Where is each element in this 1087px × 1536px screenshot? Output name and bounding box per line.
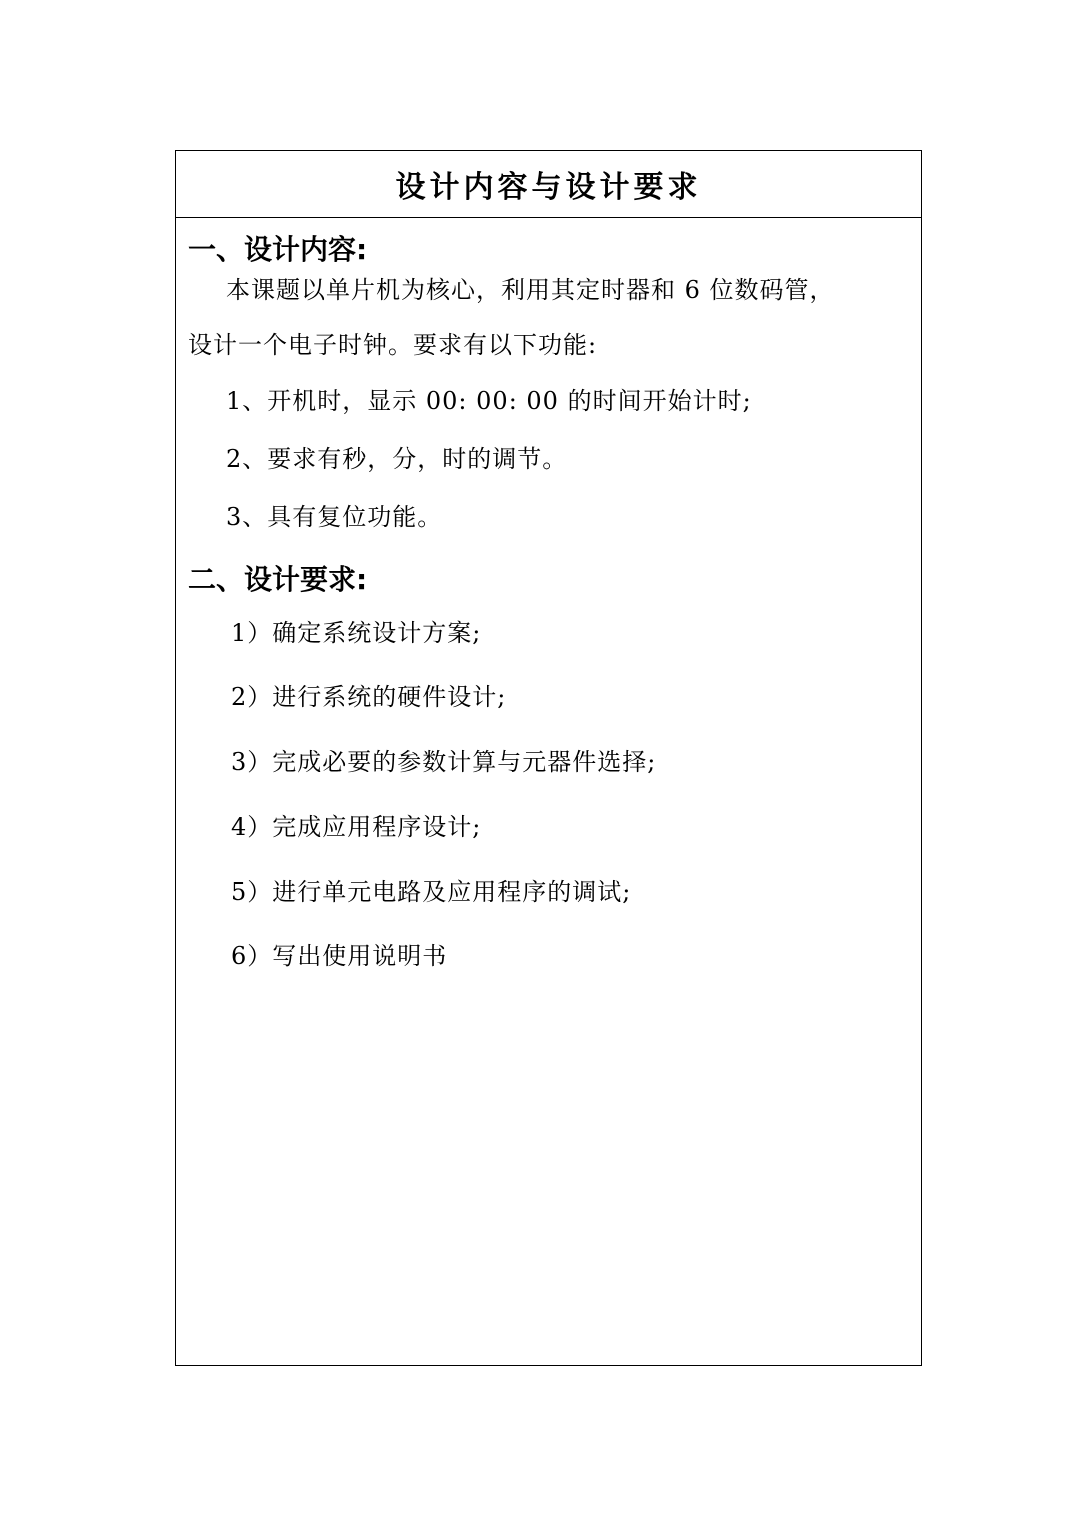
section-heading-design-content: 一、设计内容: <box>188 233 368 266</box>
design-form-table <box>175 150 922 1366</box>
form-title: 设计内容与设计要求 <box>395 170 702 205</box>
requirement-item: 4）完成应用程序设计; <box>231 813 482 841</box>
intro-line-2: 设计一个电子时钟。要求有以下功能: <box>188 331 598 359</box>
requirement-item: 2）进行系统的硬件设计; <box>231 683 507 711</box>
requirement-item: 6）写出使用说明书 <box>231 942 448 970</box>
requirement-item: 1）确定系统设计方案; <box>231 619 482 647</box>
intro-line-1: 本课题以单片机为核心，利用其定时器和 6 位数码管， <box>226 276 835 304</box>
title-row <box>176 151 921 218</box>
function-item: 2、要求有秒，分，时的调节。 <box>226 445 568 473</box>
requirement-item: 5）进行单元电路及应用程序的调试; <box>231 878 632 906</box>
section-heading-design-requirements: 二、设计要求: <box>188 563 368 596</box>
function-item: 3、具有复位功能。 <box>226 503 443 531</box>
requirement-item: 3）完成必要的参数计算与元器件选择; <box>231 748 657 776</box>
function-item: 1、开机时，显示 00: 00: 00 的时间开始计时; <box>226 387 752 415</box>
